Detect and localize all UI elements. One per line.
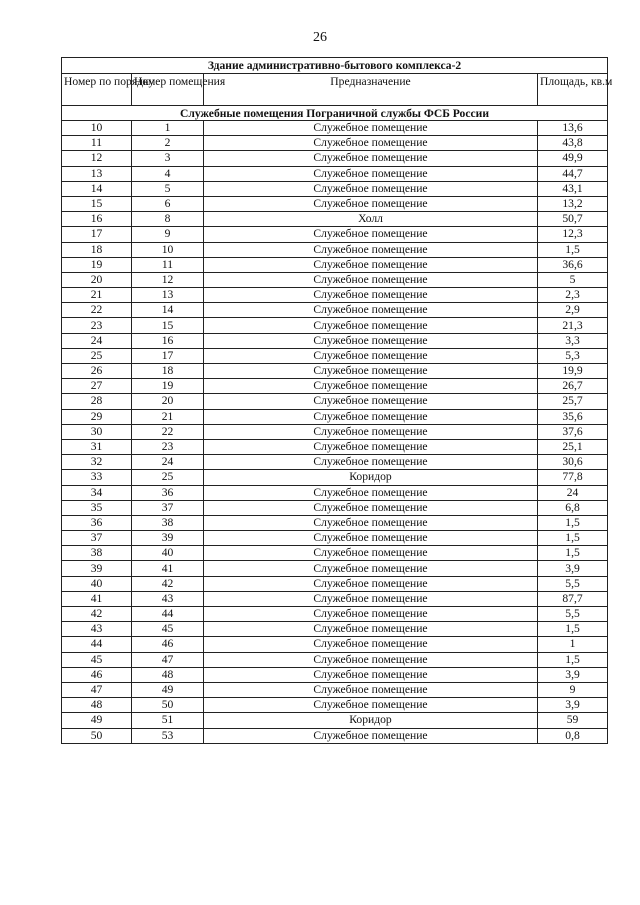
header-row [62, 74, 608, 106]
purpose-cell: Коридор [204, 470, 538, 485]
area-cell: 59 [538, 713, 608, 728]
table-row [62, 257, 608, 272]
room-number-cell: 41 [132, 561, 204, 576]
room-number-cell: 53 [132, 728, 204, 743]
purpose-cell: Холл [204, 212, 538, 227]
room-number-cell: 50 [132, 698, 204, 713]
table-row [62, 136, 608, 151]
purpose-cell: Служебное помещение [204, 637, 538, 652]
area-cell: 43,1 [538, 181, 608, 196]
room-number-cell: 49 [132, 682, 204, 697]
purpose-cell: Служебное помещение [204, 409, 538, 424]
area-cell: 1,5 [538, 622, 608, 637]
table-row [62, 667, 608, 682]
order-number-cell: 40 [62, 576, 132, 591]
purpose-cell: Служебное помещение [204, 227, 538, 242]
order-number-cell: 26 [62, 364, 132, 379]
area-cell: 77,8 [538, 470, 608, 485]
room-number-cell: 3 [132, 151, 204, 166]
purpose-cell: Служебное помещение [204, 288, 538, 303]
purpose-cell: Служебное помещение [204, 455, 538, 470]
page-number: 26 [313, 30, 327, 45]
room-number-cell: 45 [132, 622, 204, 637]
header-area: Площадь, кв.м [538, 74, 608, 106]
order-number-cell: 10 [62, 121, 132, 136]
purpose-cell: Служебное помещение [204, 500, 538, 515]
table-row [62, 546, 608, 561]
purpose-cell: Служебное помещение [204, 546, 538, 561]
order-number-cell: 14 [62, 181, 132, 196]
purpose-cell: Служебное помещение [204, 181, 538, 196]
table-row [62, 288, 608, 303]
purpose-cell: Служебное помещение [204, 166, 538, 181]
purpose-cell: Служебное помещение [204, 667, 538, 682]
table-row [62, 470, 608, 485]
area-cell: 26,7 [538, 379, 608, 394]
purpose-cell: Служебное помещение [204, 196, 538, 211]
room-number-cell: 1 [132, 121, 204, 136]
header-room-number: Номер помещения [132, 74, 204, 106]
room-number-cell: 42 [132, 576, 204, 591]
room-number-cell: 23 [132, 439, 204, 454]
room-number-cell: 36 [132, 485, 204, 500]
room-number-cell: 46 [132, 637, 204, 652]
room-number-cell: 37 [132, 500, 204, 515]
purpose-cell: Служебное помещение [204, 272, 538, 287]
table-title-row [62, 58, 608, 74]
purpose-cell: Служебное помещение [204, 652, 538, 667]
table-row [62, 531, 608, 546]
room-number-cell: 22 [132, 424, 204, 439]
order-number-cell: 34 [62, 485, 132, 500]
area-cell: 13,2 [538, 196, 608, 211]
table-row [62, 622, 608, 637]
area-cell: 2,3 [538, 288, 608, 303]
purpose-cell: Служебное помещение [204, 622, 538, 637]
room-number-cell: 39 [132, 531, 204, 546]
order-number-cell: 42 [62, 607, 132, 622]
area-cell: 5,5 [538, 576, 608, 591]
order-number-cell: 45 [62, 652, 132, 667]
purpose-cell: Служебное помещение [204, 439, 538, 454]
room-number-cell: 6 [132, 196, 204, 211]
area-cell: 19,9 [538, 364, 608, 379]
room-number-cell: 21 [132, 409, 204, 424]
area-cell: 3,9 [538, 698, 608, 713]
area-cell: 6,8 [538, 500, 608, 515]
order-number-cell: 25 [62, 348, 132, 363]
order-number-cell: 12 [62, 151, 132, 166]
room-number-cell: 17 [132, 348, 204, 363]
table-row [62, 196, 608, 211]
order-number-cell: 49 [62, 713, 132, 728]
purpose-cell: Коридор [204, 713, 538, 728]
area-cell: 25,7 [538, 394, 608, 409]
table-row [62, 637, 608, 652]
area-cell: 1,5 [538, 515, 608, 530]
section-title: Служебные помещения Пограничной службы ФСБ России [62, 106, 608, 121]
table-row [62, 652, 608, 667]
order-number-cell: 15 [62, 196, 132, 211]
room-number-cell: 20 [132, 394, 204, 409]
area-cell: 50,7 [538, 212, 608, 227]
table-row [62, 242, 608, 257]
table-row [62, 576, 608, 591]
area-cell: 1,5 [538, 546, 608, 561]
order-number-cell: 16 [62, 212, 132, 227]
order-number-cell: 47 [62, 682, 132, 697]
order-number-cell: 44 [62, 637, 132, 652]
table-row [62, 364, 608, 379]
table-row [62, 485, 608, 500]
order-number-cell: 21 [62, 288, 132, 303]
area-cell: 1 [538, 637, 608, 652]
area-cell: 9 [538, 682, 608, 697]
area-cell: 2,9 [538, 303, 608, 318]
order-number-cell: 20 [62, 272, 132, 287]
table-row [62, 439, 608, 454]
purpose-cell: Служебное помещение [204, 424, 538, 439]
area-cell: 5,3 [538, 348, 608, 363]
table-row [62, 515, 608, 530]
purpose-cell: Служебное помещение [204, 257, 538, 272]
order-number-cell: 22 [62, 303, 132, 318]
purpose-cell: Служебное помещение [204, 242, 538, 257]
purpose-cell: Служебное помещение [204, 485, 538, 500]
table-row [62, 212, 608, 227]
area-cell: 3,9 [538, 561, 608, 576]
purpose-cell: Служебное помещение [204, 728, 538, 743]
purpose-cell: Служебное помещение [204, 698, 538, 713]
table-row [62, 409, 608, 424]
table-row [62, 394, 608, 409]
header-order-number: Номер по порядку [62, 74, 132, 106]
purpose-cell: Служебное помещение [204, 121, 538, 136]
table-row [62, 455, 608, 470]
room-number-cell: 48 [132, 667, 204, 682]
premises-table [61, 57, 613, 744]
table-row [62, 303, 608, 318]
table-row [62, 500, 608, 515]
purpose-cell: Служебное помещение [204, 151, 538, 166]
table-row [62, 121, 608, 136]
area-cell: 37,6 [538, 424, 608, 439]
table-row [62, 227, 608, 242]
order-number-cell: 13 [62, 166, 132, 181]
purpose-cell: Служебное помещение [204, 136, 538, 151]
order-number-cell: 31 [62, 439, 132, 454]
room-number-cell: 25 [132, 470, 204, 485]
area-cell: 1,5 [538, 531, 608, 546]
room-number-cell: 12 [132, 272, 204, 287]
purpose-cell: Служебное помещение [204, 682, 538, 697]
order-number-cell: 17 [62, 227, 132, 242]
order-number-cell: 23 [62, 318, 132, 333]
table-title: Здание административно-бытового комплекса-2 [62, 58, 608, 74]
order-number-cell: 43 [62, 622, 132, 637]
purpose-cell: Служебное помещение [204, 531, 538, 546]
room-number-cell: 18 [132, 364, 204, 379]
area-cell: 1,5 [538, 652, 608, 667]
table-row [62, 698, 608, 713]
order-number-cell: 37 [62, 531, 132, 546]
area-cell: 13,6 [538, 121, 608, 136]
table-row [62, 318, 608, 333]
room-number-cell: 44 [132, 607, 204, 622]
order-number-cell: 50 [62, 728, 132, 743]
table-row [62, 713, 608, 728]
area-cell: 0,8 [538, 728, 608, 743]
order-number-cell: 18 [62, 242, 132, 257]
table-row [62, 151, 608, 166]
area-cell: 25,1 [538, 439, 608, 454]
area-cell: 35,6 [538, 409, 608, 424]
table-row [62, 379, 608, 394]
area-cell: 21,3 [538, 318, 608, 333]
area-cell: 44,7 [538, 166, 608, 181]
table-row [62, 591, 608, 606]
room-number-cell: 19 [132, 379, 204, 394]
room-number-cell: 38 [132, 515, 204, 530]
purpose-cell: Служебное помещение [204, 394, 538, 409]
order-number-cell: 28 [62, 394, 132, 409]
order-number-cell: 27 [62, 379, 132, 394]
purpose-cell: Служебное помещение [204, 303, 538, 318]
room-number-cell: 4 [132, 166, 204, 181]
section-row [62, 106, 608, 121]
table-row [62, 424, 608, 439]
table-row [62, 181, 608, 196]
table-row [62, 682, 608, 697]
purpose-cell: Служебное помещение [204, 318, 538, 333]
order-number-cell: 35 [62, 500, 132, 515]
purpose-cell: Служебное помещение [204, 591, 538, 606]
room-number-cell: 11 [132, 257, 204, 272]
order-number-cell: 41 [62, 591, 132, 606]
table-row [62, 272, 608, 287]
order-number-cell: 38 [62, 546, 132, 561]
area-cell: 30,6 [538, 455, 608, 470]
room-number-cell: 2 [132, 136, 204, 151]
order-number-cell: 30 [62, 424, 132, 439]
area-cell: 87,7 [538, 591, 608, 606]
purpose-cell: Служебное помещение [204, 515, 538, 530]
order-number-cell: 19 [62, 257, 132, 272]
room-number-cell: 15 [132, 318, 204, 333]
area-cell: 3,9 [538, 667, 608, 682]
header-purpose: Предназначение [204, 74, 538, 106]
purpose-cell: Служебное помещение [204, 348, 538, 363]
area-cell: 3,3 [538, 333, 608, 348]
purpose-cell: Служебное помещение [204, 379, 538, 394]
room-number-cell: 9 [132, 227, 204, 242]
room-number-cell: 10 [132, 242, 204, 257]
room-number-cell: 24 [132, 455, 204, 470]
order-number-cell: 46 [62, 667, 132, 682]
table-row [62, 561, 608, 576]
area-cell: 12,3 [538, 227, 608, 242]
purpose-cell: Служебное помещение [204, 364, 538, 379]
room-number-cell: 16 [132, 333, 204, 348]
table-row [62, 607, 608, 622]
area-cell: 36,6 [538, 257, 608, 272]
order-number-cell: 39 [62, 561, 132, 576]
area-cell: 5 [538, 272, 608, 287]
table-row [62, 728, 608, 743]
purpose-cell: Служебное помещение [204, 561, 538, 576]
purpose-cell: Служебное помещение [204, 333, 538, 348]
area-cell: 24 [538, 485, 608, 500]
order-number-cell: 11 [62, 136, 132, 151]
order-number-cell: 29 [62, 409, 132, 424]
table-row [62, 348, 608, 363]
area-cell: 49,9 [538, 151, 608, 166]
table-body [62, 121, 608, 744]
order-number-cell: 48 [62, 698, 132, 713]
order-number-cell: 32 [62, 455, 132, 470]
area-cell: 1,5 [538, 242, 608, 257]
room-number-cell: 40 [132, 546, 204, 561]
table-row [62, 166, 608, 181]
area-cell: 43,8 [538, 136, 608, 151]
purpose-cell: Служебное помещение [204, 607, 538, 622]
room-number-cell: 5 [132, 181, 204, 196]
room-number-cell: 43 [132, 591, 204, 606]
order-number-cell: 33 [62, 470, 132, 485]
order-number-cell: 36 [62, 515, 132, 530]
purpose-cell: Служебное помещение [204, 576, 538, 591]
room-number-cell: 13 [132, 288, 204, 303]
room-number-cell: 47 [132, 652, 204, 667]
order-number-cell: 24 [62, 333, 132, 348]
room-number-cell: 8 [132, 212, 204, 227]
room-number-cell: 51 [132, 713, 204, 728]
table-row [62, 333, 608, 348]
room-number-cell: 14 [132, 303, 204, 318]
area-cell: 5,5 [538, 607, 608, 622]
